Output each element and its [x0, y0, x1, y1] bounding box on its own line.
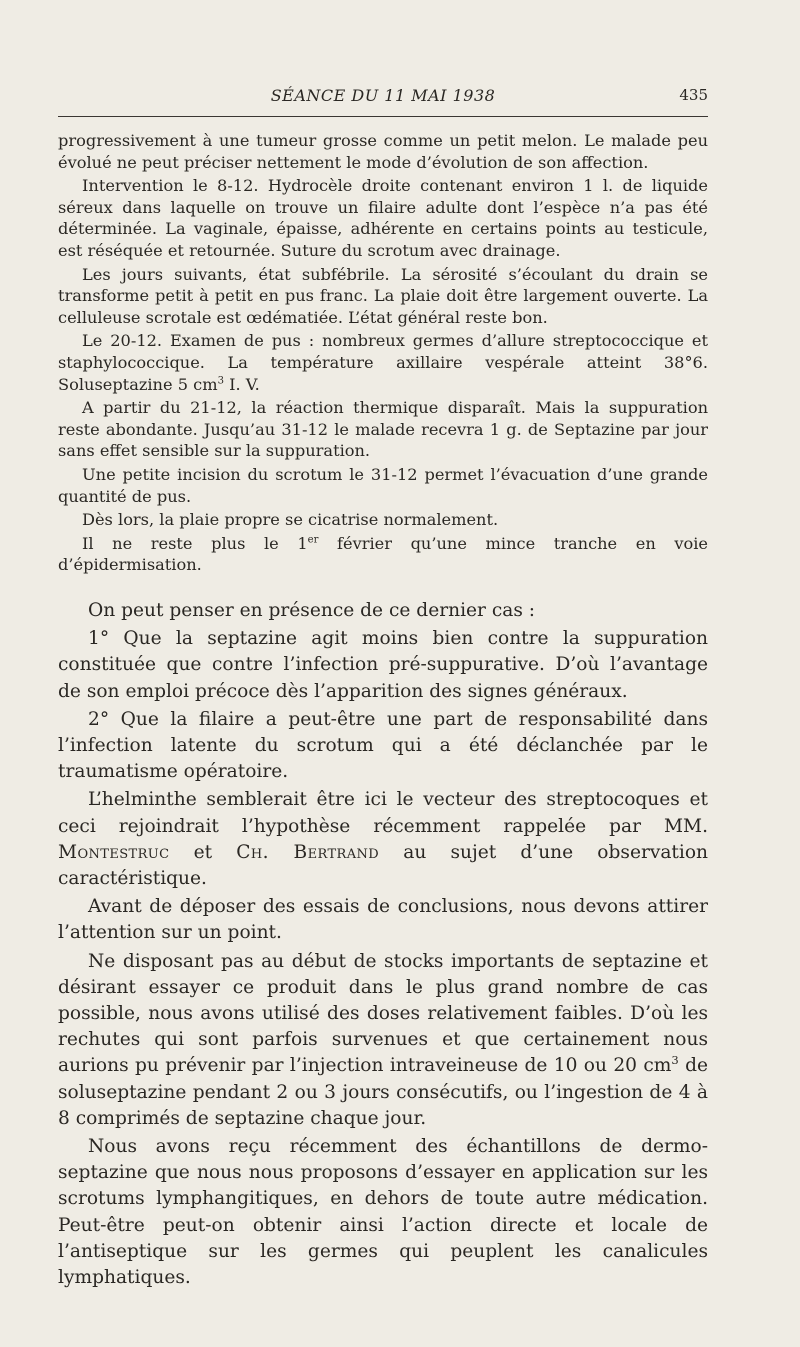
paragraph	[58, 330, 708, 395]
superscript: 3	[217, 375, 224, 387]
running-head	[58, 86, 708, 110]
text-run: au sujet d’une observation caractéristique.	[58, 841, 709, 890]
superscript: 3	[671, 1053, 679, 1068]
paragraph	[58, 533, 708, 576]
text-run: Ne disposant pas au début de stocks importants de septazine et désirant essayer ce produit dans le plus grand nombre de cas possible, nous avons utilisé des doses relativement faibles. D’où les rechutes qui sont parfois survenues et que certainement nous aurions pu prévenir par l’injection intraveineuse de 10 ou 20 cm	[58, 950, 708, 1077]
discussion-text	[58, 598, 708, 1291]
text-run: février qu’une mince tranche en voie d’épidermisation.	[58, 533, 709, 575]
paragraph: Avant de déposer des essais de conclusions, nous devons attirer l’attention sur un point.	[58, 896, 708, 944]
paragraph	[58, 949, 708, 1132]
paragraph: Dès lors, la plaie propre se cicatrise normalement.	[82, 510, 499, 530]
paragraph: Les jours suivants, état subfébrile. La sérosité s’écoulant du drain se transforme petit à petit en pus franc. La plaie doit être largement ouverte. La celluleuse scrotale est œdématiée. L’état général reste bon.	[58, 264, 708, 327]
header-rule	[58, 116, 708, 117]
author-name: Montestruc	[58, 841, 170, 863]
paragraph: Une petite incision du scrotum le 31-12 permet l’évacuation d’une grande quantité de pus.	[58, 464, 708, 506]
text-run: L’helminthe semblerait être ici le vecteur des streptocoques et ceci rejoindrait l’hypothèse récemment rappelée par MM.	[58, 789, 708, 837]
text-run: I. V.	[223, 374, 260, 394]
paragraph: Nous avons reçu récemment des échantillons de dermo-septazine que nous nous proposons d’essayer en application sur les scrotums lymphangitiques, en dehors de toute autre médication. Peut-être peut-on obtenir ainsi l’action directe et locale de l’antiseptique sur les germes qui peuplent les canalicules lymphatiques.	[58, 1136, 708, 1289]
page-number: 435	[679, 86, 708, 104]
paragraph: A partir du 21-12, la réaction thermique disparaît. Mais la suppuration reste abondante. Jusqu’au 31-12 le malade recevra 1 g. de Septazine par jour sans effet sensible sur la suppuration.	[58, 398, 708, 461]
text-run: et	[169, 841, 237, 863]
superscript: er	[307, 534, 319, 546]
case-report-text	[58, 130, 708, 576]
paragraph: Intervention le 8-12. Hydrocèle droite contenant environ 1 l. de liquide séreux dans laquelle on trouve un filaire adulte dont l’espèce n’a pas été déterminée. La vaginale, épaisse, adhérente en certains points au testicule, est réséquée et retournée. Suture du scrotum avec drainage.	[58, 176, 708, 260]
paragraph: On peut penser en présence de ce dernier cas :	[88, 600, 536, 621]
paragraph: 2° Que la filaire a peut-être une part de responsabilité dans l’infection latente du scrotum qui a été déclanchée par le traumatisme opératoire.	[58, 708, 708, 783]
running-title: SÉANCE DU 11 MAI 1938	[270, 86, 496, 105]
text-run: de soluseptazine pendant 2 ou 3 jours consécutifs, ou l’ingestion de 4 à 8 comprimés de septazine chaque jour.	[58, 1055, 708, 1129]
paragraph: progressivement à une tumeur grosse comme un petit melon. Le malade peu évolué ne peut préciser nettement le mode d’évolution de son affection.	[58, 131, 708, 172]
author-name: Ch. Bertrand	[236, 841, 380, 863]
paragraph	[58, 787, 708, 892]
text-run: Le 20-12. Examen de pus : nombreux germes d’allure streptococcique et staphylococcique. La température axillaire vespérale atteint 38°6. Soluseptazine 5 cm	[58, 331, 708, 394]
paragraph: 1° Que la septazine agit moins bien contre la suppuration constituée que contre l’infection pré-suppurative. D’où l’avantage de son emploi précoce dès l’apparition des signes généraux.	[58, 628, 708, 702]
text-run: Il ne reste plus le 1	[82, 533, 308, 553]
